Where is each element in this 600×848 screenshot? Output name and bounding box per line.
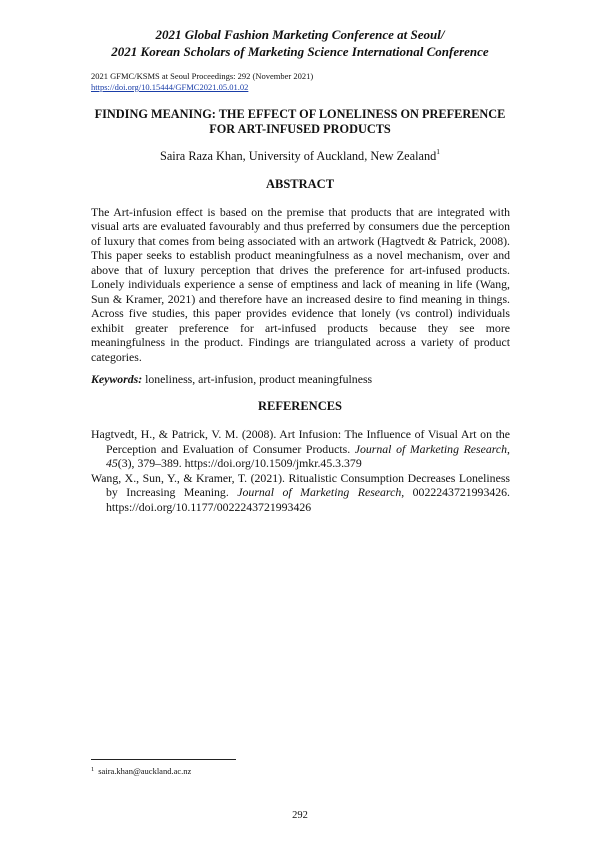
footnote-divider <box>91 759 236 760</box>
proceedings-citation: 2021 GFMC/KSMS at Seoul Proceedings: 292 (November 2021) <box>91 71 314 81</box>
footnote <box>91 766 191 776</box>
keywords-label: Keywords: <box>91 372 143 386</box>
reference-journal: Journal of Marketing Research <box>354 441 508 456</box>
reference-pages-doi: (3), 379–389. https://doi.org/10.1509/jmkr.45.3.379 <box>117 456 362 471</box>
reference-authors-title: Wang, X., Sun, Y., & Kramer, T. (2021). Ritualistic Consumption Decreases Loneliness by Increasing Meaning. <box>91 470 510 500</box>
paper-title-line-1: FINDING MEANING: THE EFFECT OF LONELINESS ON PREFERENCE <box>94 107 506 121</box>
conference-header-line-2: 2021 Korean Scholars of Marketing Science International Conference <box>111 44 489 59</box>
reference-item <box>91 471 510 515</box>
conference-header <box>60 26 540 60</box>
reference-authors-title: Hagtvedt, H., & Patrick, V. M. (2008). Art Infusion: The Influence of Visual Art on the Perception and Evaluation of Consumer Products. <box>91 427 510 456</box>
references-list <box>91 427 510 515</box>
paper-title-line-2: FOR ART-INFUSED PRODUCTS <box>209 121 391 136</box>
footnote-mark: 1 <box>91 766 95 773</box>
reference-item <box>91 427 510 471</box>
page-number: 292 <box>292 810 308 821</box>
author-line <box>60 149 540 164</box>
references-heading: REFERENCES <box>257 399 343 413</box>
abstract-text: The Art-infusion effect is based on the premise that products that are integrated with visual arts are evaluated favourably and thus preferred by consumers due the perception of luxury that comes from being associated with an artwork (Hagtvedt & Patrick, 2008). This paper seeks to establish product meaningfulness as a novel mechanism, over and above that of luxury perception that drives the preference for art-infused products. Lonely individuals experience a sense of emptiness and lack of meaning in life (Wang, Sun & Kramer, 2021) and therefore have an increased desire to find meaning in things. Across five studies, this paper provides evidence that lonely (vs control) individuals exhibit greater preference for art-infused products because they see more meaningfulness in the product. Findings are triangulated across a variety of product categories. <box>91 205 510 364</box>
doi-link[interactable]: https://doi.org/10.15444/GFMC2021.05.01.02 <box>91 82 249 92</box>
author-footnote-mark: 1 <box>436 147 440 156</box>
reference-pages-doi: 0022243721993426. https://doi.org/10.1177/0022243721993426 <box>106 485 510 514</box>
reference-volume: 45 <box>106 456 118 471</box>
proceedings-info <box>91 71 313 93</box>
conference-header-line-1: 2021 Global Fashion Marketing Conference at Seoul/ <box>155 27 445 42</box>
abstract-heading: ABSTRACT <box>265 177 335 191</box>
reference-journal: Journal of Marketing Research <box>237 485 402 500</box>
reference-separator: , <box>507 441 510 456</box>
reference-separator: , <box>401 485 413 500</box>
keywords <box>91 372 510 387</box>
footnote-text: saira.khan@auckland.ac.nz <box>98 766 192 776</box>
author-name: Saira Raza Khan, University of Auckland, New Zealand <box>160 149 437 163</box>
keywords-text: loneliness, art-infusion, product meaningfulness <box>145 372 373 386</box>
paper-title <box>80 107 520 136</box>
